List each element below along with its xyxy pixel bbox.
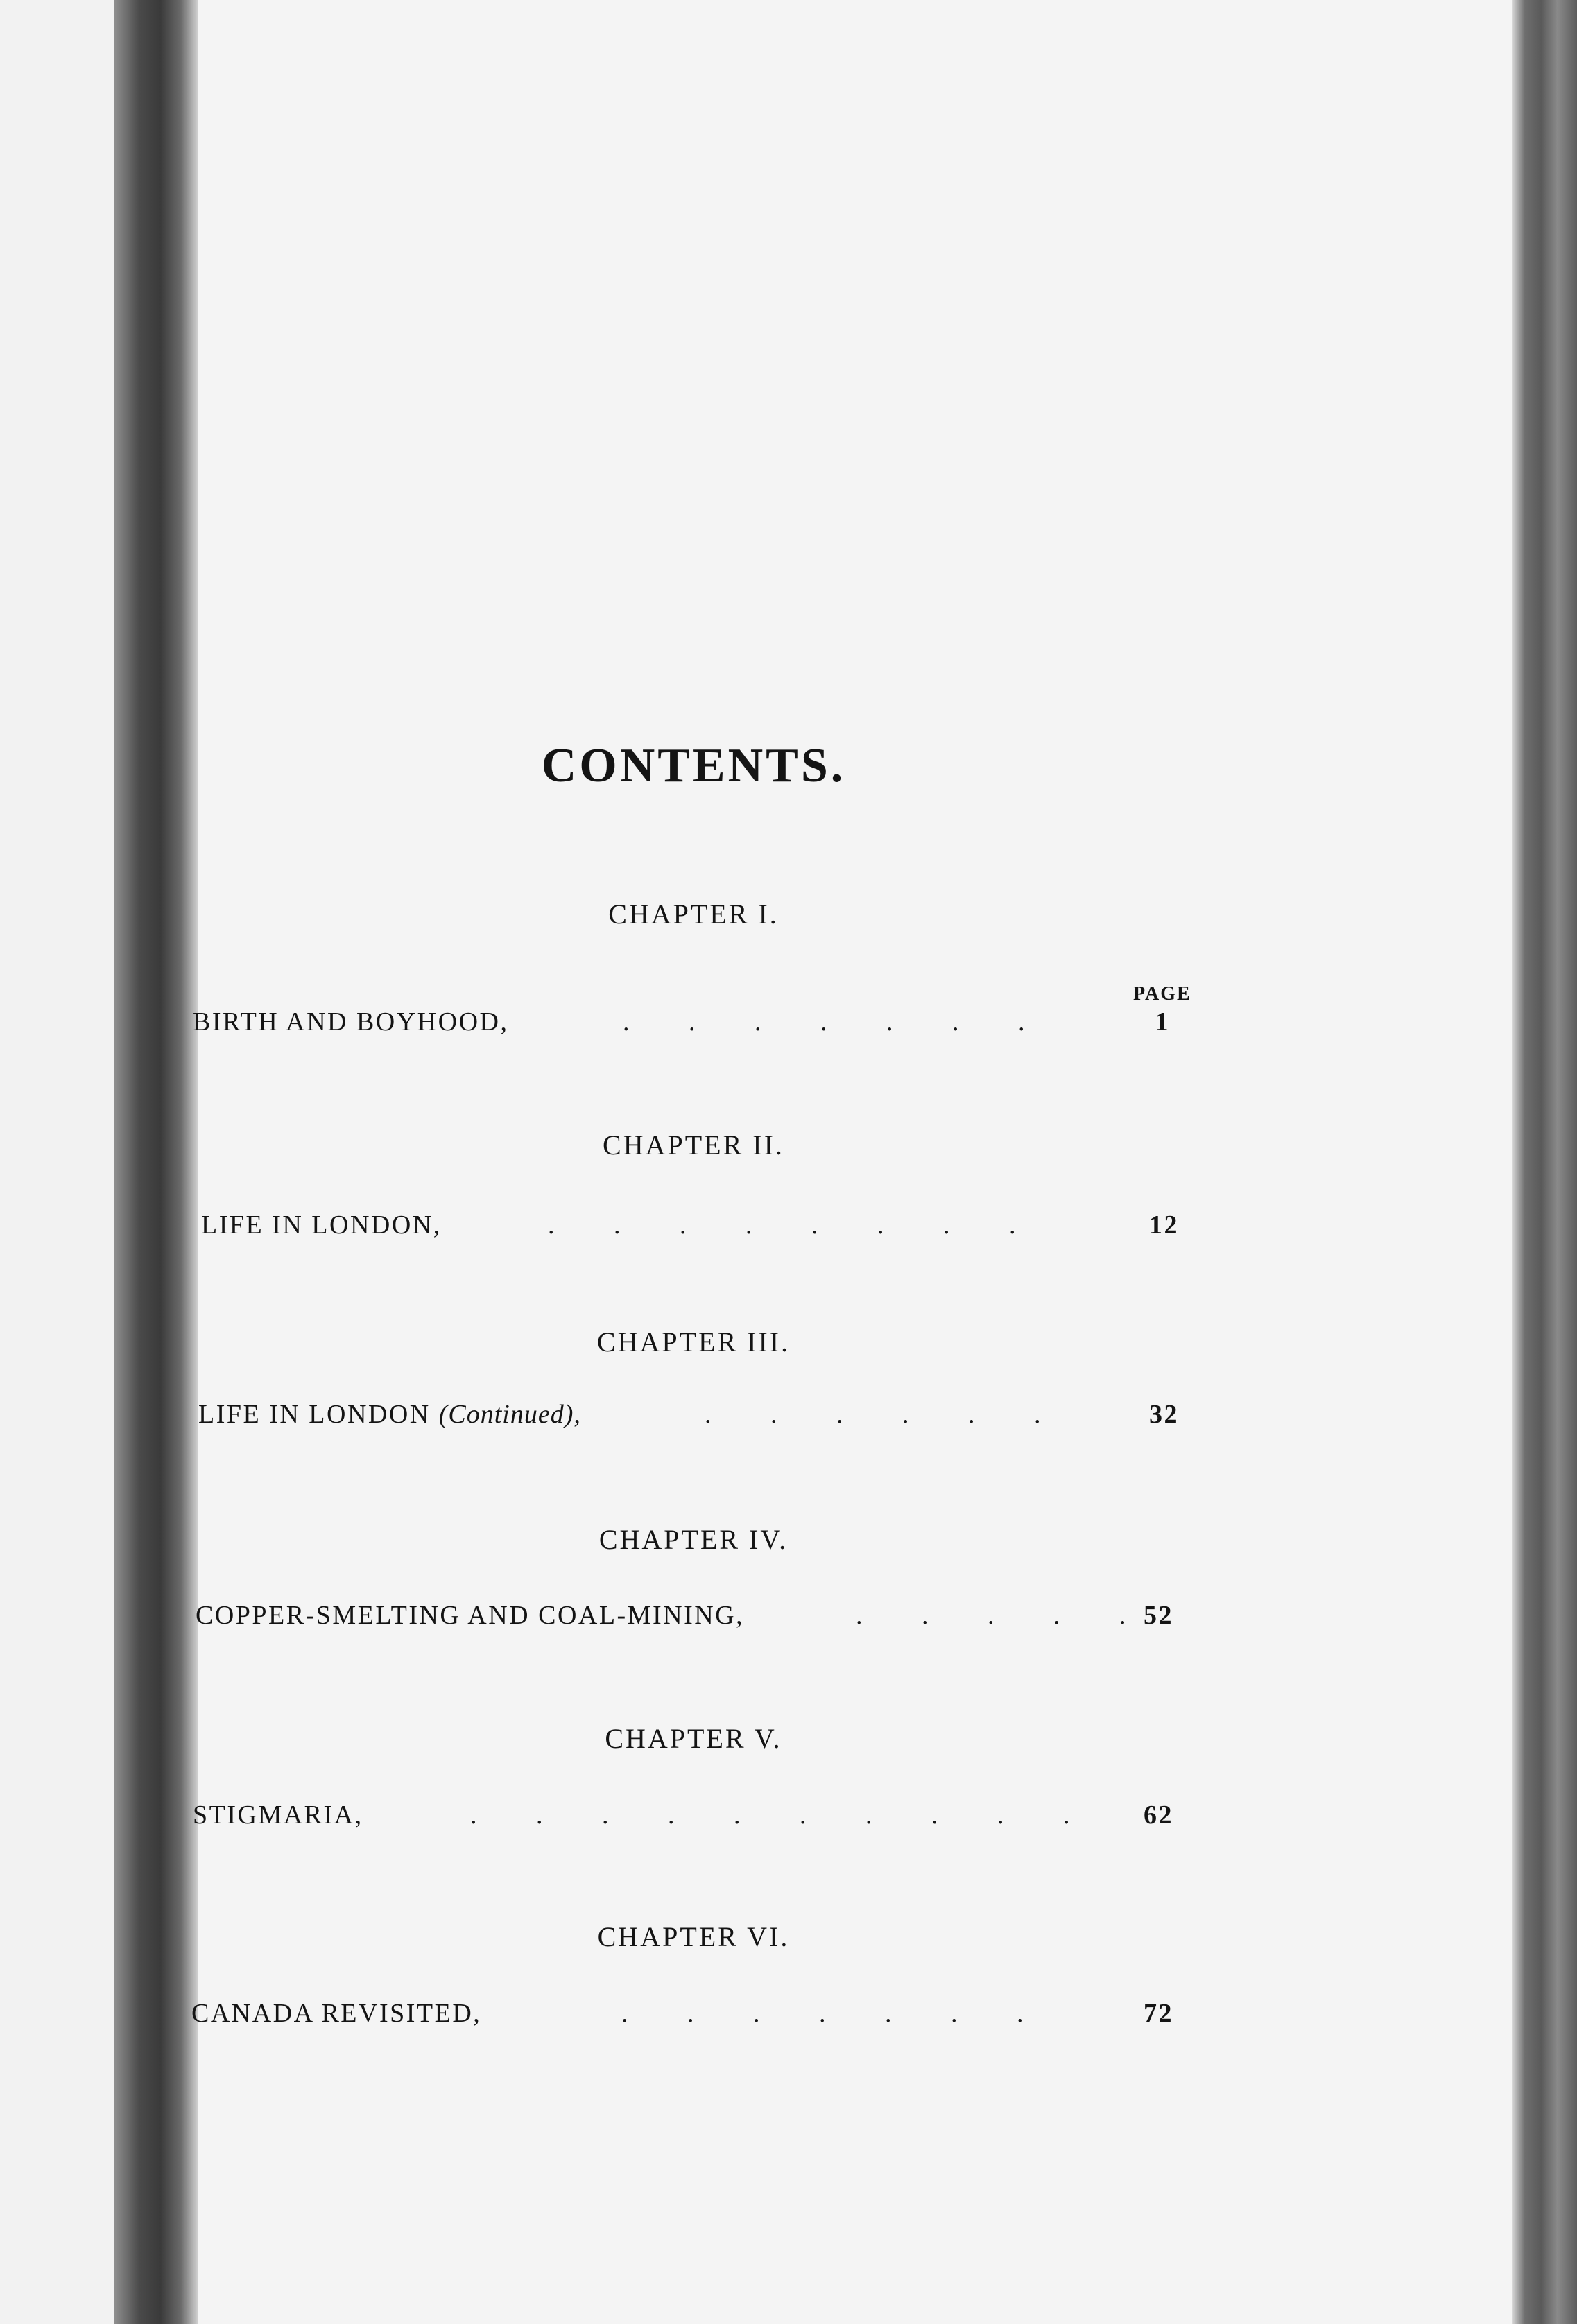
toc-entry-note: (Continued), (438, 1400, 581, 1429)
toc-entry-label: STIGMARIA, (193, 1801, 363, 1830)
dot-leader: . . . . . . . . (548, 1211, 1016, 1240)
page-column-heading: PAGE (1133, 983, 1191, 1005)
toc-entry-2 (201, 1210, 1179, 1245)
toc-entry-4 (196, 1600, 1173, 1635)
book-page (180, 0, 1526, 2324)
toc-entry-label: CANADA REVISITED, (191, 1999, 482, 2028)
toc-entry-page: 72 (1144, 1999, 1173, 2028)
chapter-heading-6: CHAPTER VI. (597, 1921, 790, 1952)
dot-leader: . . . . . (856, 1601, 1126, 1630)
dot-leader: . . . . . . . (621, 1999, 1024, 2028)
contents-title: CONTENTS. (541, 739, 846, 792)
toc-entry-1 (193, 1007, 1178, 1041)
toc-entry-3 (198, 1399, 1179, 1434)
chapter-heading-5: CHAPTER V. (605, 1723, 782, 1754)
dot-leader: . . . . . . . . . . (470, 1801, 1070, 1830)
chapter-heading-2: CHAPTER II. (603, 1129, 784, 1161)
toc-entry-page: 32 (1149, 1400, 1179, 1429)
toc-entry-page: 1 (1155, 1007, 1170, 1037)
toc-entry-5 (193, 1800, 1173, 1835)
toc-entry-page: 62 (1144, 1801, 1173, 1830)
page-stack-edge (1512, 0, 1577, 2324)
toc-entry-label: BIRTH AND BOYHOOD, (193, 1007, 509, 1037)
toc-entry-label-wrap (198, 1399, 581, 1430)
chapter-heading-3: CHAPTER III. (596, 1326, 791, 1358)
toc-entry-page: 12 (1149, 1211, 1179, 1240)
toc-entry-label: LIFE IN LONDON, (201, 1211, 442, 1240)
dot-leader: . . . . . . (705, 1400, 1041, 1429)
binding-gutter (114, 0, 198, 2324)
chapter-heading-4: CHAPTER IV. (598, 1524, 788, 1555)
dot-leader: . . . . . . . (623, 1007, 1025, 1037)
toc-entry-label: COPPER-SMELTING AND COAL-MINING, (196, 1601, 745, 1630)
toc-entry-label: LIFE IN LONDON (198, 1400, 431, 1429)
toc-entry-6 (191, 1998, 1173, 2033)
chapter-heading-1: CHAPTER I. (608, 899, 779, 930)
toc-entry-page: 52 (1144, 1601, 1173, 1630)
